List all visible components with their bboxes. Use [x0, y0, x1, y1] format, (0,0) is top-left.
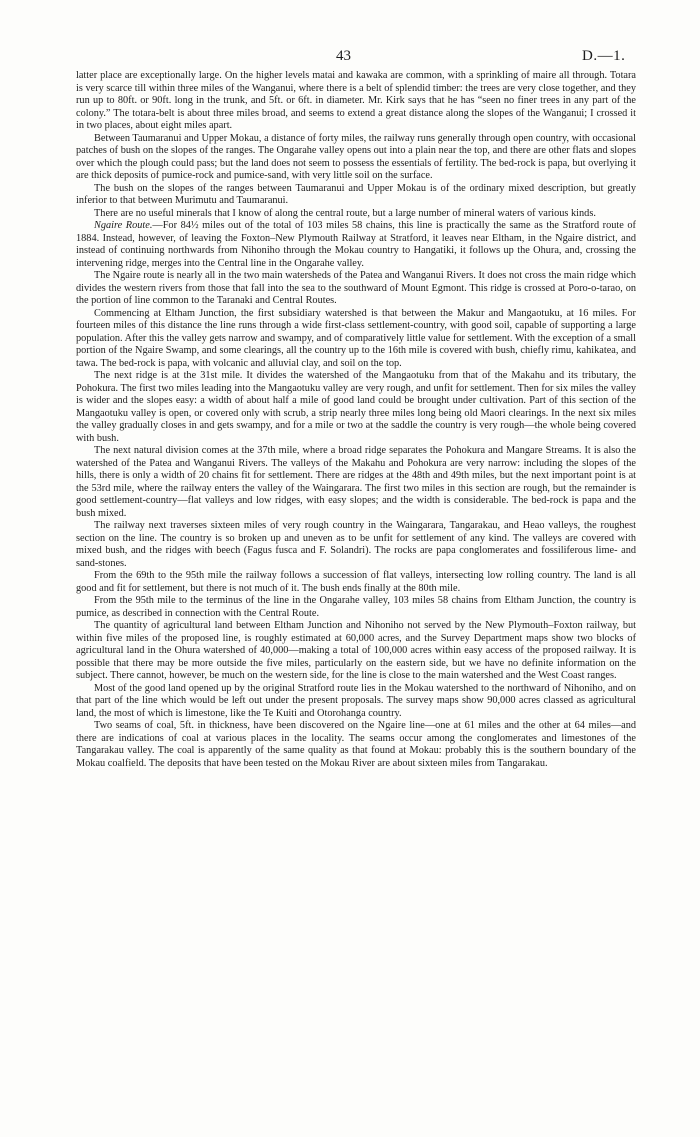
paragraph: The bush on the slopes of the ranges between Taumaranui and Upper Mokau is of the ordinary mixed description, but greatly inferior to that between Murimutu and Taumaranui. [76, 182, 636, 206]
document-reference: D.—1. [582, 48, 626, 64]
paragraph: Most of the good land opened up by the original Stratford route lies in the Mokau watershed to the northward of Nihoniho, and on that part of the line which would be left out under the present proposals. The survey maps show 90,000 acres classed as agricultural land, the most of which is limestone, like the Te Kuiti and Otorohanga country. [76, 682, 636, 719]
paragraph: Commencing at Eltham Junction, the first subsidiary watershed is that between the Makur and Mangaotuku, at 16 miles. For fourteen miles of this distance the line runs through a wide first-class settlement-country, with good soil, capable of supporting a large population. After this the valley gets narrow and swampy, and of comparatively little value for settlement. With the exception of a small portion of the Ngaire Swamp, and some clearings, all the country up to the 16th mile is covered with bush, chiefly rimu, kahikatea, and tawa. The bed-rock is papa, with volcanic and alluvial clay, and soil on the top. [76, 307, 636, 369]
paragraph: The railway next traverses sixteen miles of very rough country in the Waingarara, Tangarakau, and Heao valleys, the roughest section on the line. The country is so broken up and uneven as to be unfit for settlement of any kind. The valleys are covered with mixed bush, and the ridges with beech (Fagus fusca and F. Solandri). The rocks are papa conglomerates and fossiliferous lime- and sand-stones. [76, 520, 636, 569]
paragraph: The next ridge is at the 31st mile. It divides the watershed of the Mangaotuku from that of the Makahu and its tributary, the Pohokura. The first two miles leading into the Mangaotuku valley are very rough, and unfit for settlement. Then for six miles the valley is wider and the slopes easy: a width of about half a mile of good land could be brought under cultivation. Part of this section of the Mangaotuku valley is open, or covered only with scrub, a strip nearly three miles long being old Maori clearings. In the next six miles the valley gradually closes in and gets swampy, and for a mile or two at the saddle the country is very rough—the whole being covered with bush. [76, 370, 636, 444]
page-number: 43 [336, 48, 351, 64]
paragraph: latter place are exceptionally large. On the higher levels matai and kawaka are common, with a sprinkling of maire all through. Totara is very scarce till within three miles of the Wanganui, where there is a belt of splendid timber: the trees are very close together, and they run up to 80ft. or 90ft. long in the trunk, and 5ft. or 6ft. in diameter. Mr. Kirk says that he has “seen no finer trees in any part of the colony.” The totara-belt is about three miles broad, and seems to extend a great distance along the slopes of the Wanganui; I crossed it in two places, about eight miles apart. [76, 70, 636, 131]
paragraph: The quantity of agricultural land between Eltham Junction and Nihoniho not served by the New Plymouth–Foxton railway, but within five miles of the proposed line, is roughly estimated at 60,000 acres, and the Survey Department maps show two blocks of agricultural land in the Ohura watershed of 40,000—making a total of 100,000 acres within easy access of the proposed railway. It is possible that there may be more outside the five miles, particularly on the eastern side, but we have no definite information on the subject. There cannot, however, be much on the western side, for the line is close to the main watershed and the West Coast ranges. [76, 620, 636, 681]
paragraph-text: —For 84½ miles out of the total of 103 miles 58 chains, this line is practically the same as the Stratford route of 1884. Instead, however, of leaving the Foxton–New Plymouth Railway at Stratford, it leaves near Eltham, in the Ngaire district, and instead of continuing northwards from Nihoniho through the Mokau country to Hangatiki, it follows up the Ohura, and, crossing the intervening ridge, merges into the Central line in the Ongarahe valley. [76, 220, 636, 269]
paragraph: Two seams of coal, 5ft. in thickness, have been discovered on the Ngaire line—one at 61 miles and the other at 64 miles—and there are indications of coal at various places in the locality. The seams occur among the conglomerates and limestones of the Tangarakau valley. The coal is apparently of the same quality as that found at Mokau: probably this is the southern boundary of the Mokau coalfield. The deposits that have been tested on the Mokau River are about sixteen miles from Tangarakau. [76, 720, 636, 769]
paragraph: From the 95th mile to the terminus of the line in the Ongarahe valley, 103 miles 58 chains from Eltham Junction, the country is pumice, as described in connection with the Central Route. [76, 595, 636, 619]
section-heading: Ngaire Route. [94, 220, 153, 231]
paragraph: From the 69th to the 95th mile the railway follows a succession of flat valleys, intersecting low rolling country. The land is all good and fit for settlement, but there is not much of it. The bush ends finally at the 80th mile. [76, 570, 636, 594]
body-text [76, 70, 636, 770]
paragraph: The Ngaire route is nearly all in the two main watersheds of the Patea and Wanganui Rivers. It does not cross the main ridge which divides the western rivers from those that fall into the sea to the southward of Mount Egmont. This ridge is crossed at Poro-o-tarao, on the portion of line common to the Taranaki and Central Routes. [76, 270, 636, 306]
paragraph: Between Taumaranui and Upper Mokau, a distance of forty miles, the railway runs generally through open country, with occasional patches of bush on the slopes of the ranges. The Ongarahe valley opens out into a plain near the top, and there are other flats and slopes over which the plough could pass; but the land does not seem to possess the essentials of fertility. The bed-rock is papa, but overlying it are thick deposits of pumice-rock and pumice-sand, with very little soil on the surface. [76, 132, 636, 181]
paragraph: The next natural division comes at the 37th mile, where a broad ridge separates the Pohokura and Mangare Streams. It is also the watershed of the Patea and Wanganui Rivers. The valleys of the Makahu and Pohokura are very narrow: including the slopes of the hills, there is only a width of 20 chains fit for settlement. There are ridges at the 48th and 49th miles, but the next important point is at the 53rd mile, where the railway enters the valley of the Waingarara. The first two miles in this section are rough, but the remainder is good settlement-country—flat valleys and low ridges, with easy slopes; and the width is considerable. The bed-rock is papa and the bush mixed. [76, 445, 636, 519]
paragraph: There are no useful minerals that I know of along the central route, but a large number of mineral waters of various kinds. [94, 207, 596, 219]
paragraph [76, 220, 636, 270]
